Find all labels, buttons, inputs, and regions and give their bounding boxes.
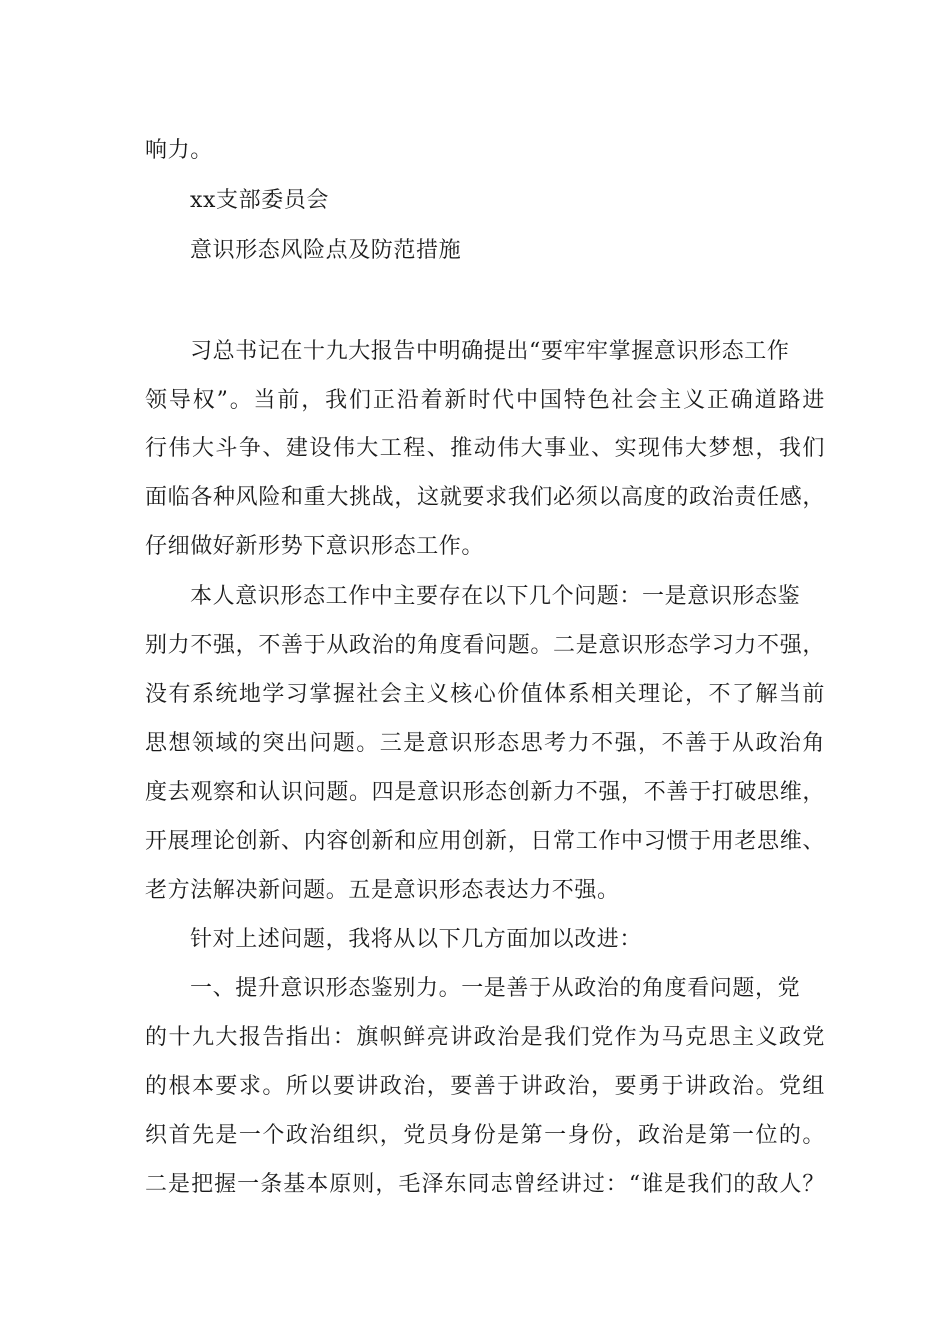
paragraph-line: 一、提升意识形态鉴别力。一是善于从政治的角度看问题，党 (190, 976, 801, 1001)
paragraph-line: 本人意识形态工作中主要存在以下几个问题：一是意识形态鉴 (190, 584, 801, 609)
paragraph-line: 度去观察和认识问题。四是意识形态创新力不强，不善于打破思维， (145, 780, 825, 805)
paragraph-line: 行伟大斗争、建设伟大工程、推动伟大事业、实现伟大梦想，我们 (145, 436, 825, 461)
paragraph-line: 开展理论创新、内容创新和应用创新，日常工作中习惯于用老思维、 (145, 829, 825, 854)
paragraph-line: 思想领域的突出问题。三是意识形态思考力不强，不善于从政治角 (145, 731, 825, 756)
carry-over-text: 响力。 (145, 138, 213, 163)
paragraph-line: 织首先是一个政治组织，党员身份是第一身份，政治是第一位的。 (145, 1123, 825, 1148)
paragraph-line: 老方法解决新问题。五是意识形态表达力不强。 (145, 878, 620, 903)
paragraph-line: 仔细做好新形势下意识形态工作。 (145, 534, 485, 559)
paragraph-line: 二是把握一条基本原则，毛泽东同志曾经讲过：“谁是我们的敌人？ (145, 1172, 825, 1197)
paragraph-line: 面临各种风险和重大挑战，这就要求我们必须以高度的政治责任感， (145, 485, 825, 510)
paragraph-line: 别力不强，不善于从政治的角度看问题。二是意识形态学习力不强， (145, 633, 825, 658)
paragraph-line: 习总书记在十九大报告中明确提出“要牢牢掌握意识形态工作 (190, 339, 790, 364)
org-name: xx支部委员会 (190, 188, 330, 213)
paragraph-line: 没有系统地学习掌握社会主义核心价值体系相关理论，不了解当前 (145, 682, 825, 707)
paragraph-line: 领导权”。当前，我们正沿着新时代中国特色社会主义正确道路进 (145, 388, 825, 413)
paragraph-line: 针对上述问题，我将从以下几方面加以改进： (190, 927, 643, 952)
document-title: 意识形态风险点及防范措施 (190, 238, 462, 263)
paragraph-line: 的根本要求。所以要讲政治，要善于讲政治，要勇于讲政治。党组 (145, 1074, 825, 1099)
paragraph-line: 的十九大报告指出：旗帜鲜亮讲政治是我们党作为马克思主义政党 (145, 1025, 825, 1050)
